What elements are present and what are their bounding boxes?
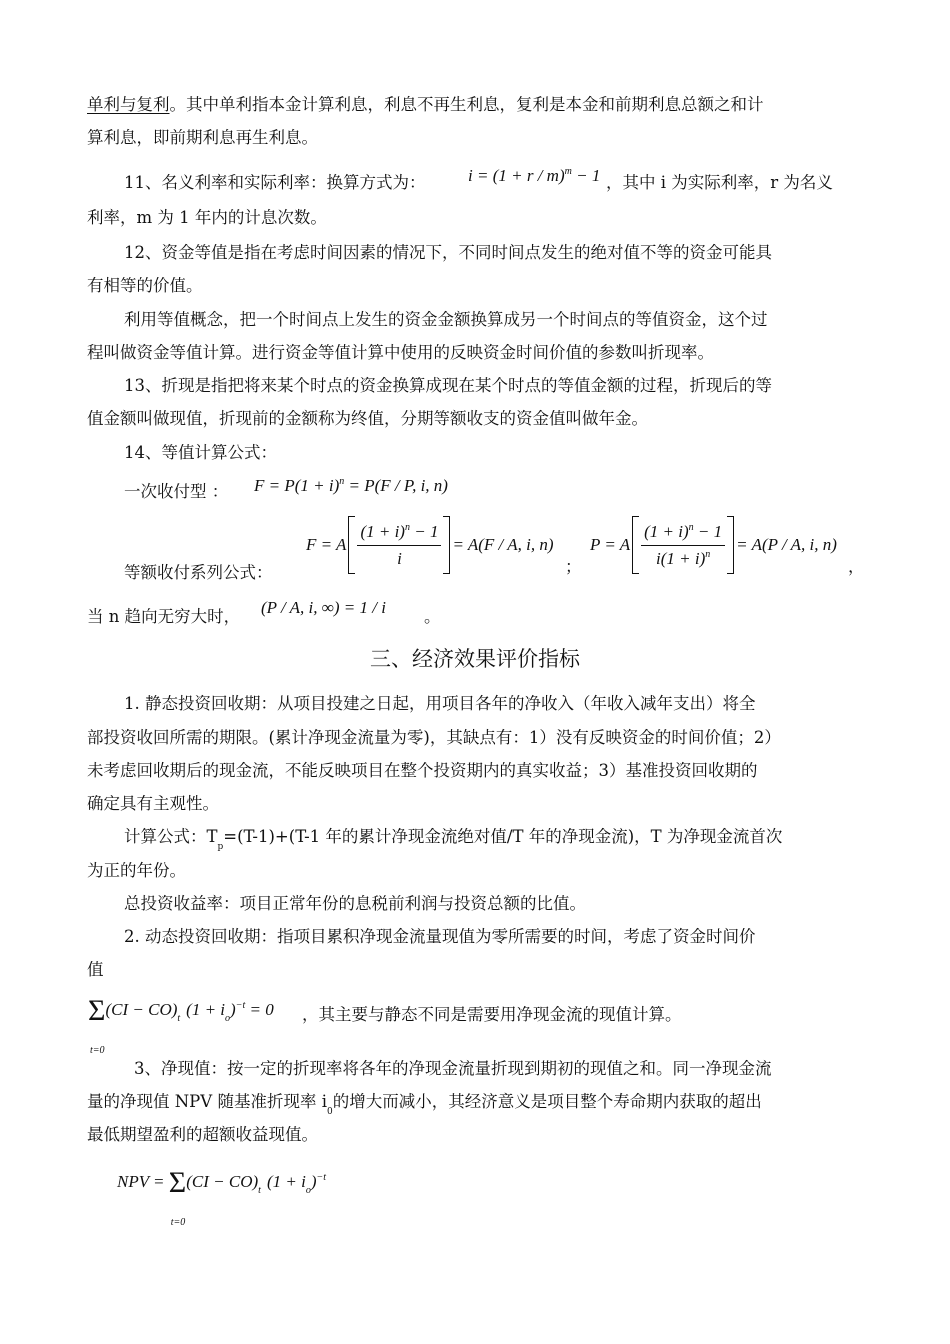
left-bracket (348, 516, 355, 574)
sigma-symbol (88, 994, 106, 1056)
formula-part: ) (230, 999, 236, 1019)
text-span: =(T-1)+(T-1 年的累计净现金流绝对值/T 年的净现金流)，T 为净现金流首次 (223, 827, 783, 846)
section-heading: 三、经济效果评价指标 (370, 647, 580, 671)
text-line: 确定具有主观性。 (87, 794, 219, 813)
formula-part: NPV = (117, 1171, 169, 1191)
text-line: 利率，m 为 1 年内的计息次数。 (87, 208, 327, 227)
text-line: 13、折现是指把将来某个时点的资金换算成现在某个时点的等值金额的过程，折现后的等 (124, 376, 772, 395)
formula-part: = P(F / P, i, n) (344, 476, 448, 495)
text-span: 计算公式：T (124, 827, 218, 846)
formula-part: (1 + i (266, 1171, 306, 1191)
left-bracket (632, 516, 639, 574)
formula-exponent: n (688, 521, 694, 533)
sigma-glyph: Σ (168, 1166, 187, 1199)
formula-subscript: o (305, 1184, 311, 1196)
formula-part: P = A (590, 535, 631, 554)
formula-part: i = (1 + r / m) (468, 166, 565, 185)
formula-part: (1 + i) (360, 521, 405, 541)
text-line: 未考虑回收期后的现金流，不能反映项目在整个投资期内的真实收益；3）基准投资回收期的 (87, 761, 758, 780)
formula-exponent: n (705, 548, 711, 560)
text-line: 等额收付系列公式： (124, 563, 273, 582)
formula-part: i(1 + i) (656, 548, 706, 568)
text-line (124, 826, 782, 858)
sigma-glyph: Σ (88, 994, 106, 1027)
text-line: 算利息，即前期利息再生利息。 (87, 128, 318, 147)
fraction (641, 522, 725, 569)
text-span: 11、名义利率和实际利率：换算方式为： (124, 173, 426, 192)
text-line: 最低期望盈利的超额收益现值。 (87, 1125, 318, 1144)
subscript: 0 (326, 1107, 333, 1117)
text-line: ，其中 i 为实际利率，r 为名义 (606, 173, 833, 192)
formula-part: (CI − CO) (105, 999, 178, 1019)
sum-lower-limit: t=0 (170, 1217, 186, 1228)
limit-formula: (P / A, i, ∞) = 1 / i (261, 598, 386, 617)
text-line: 1. 静态投资回收期：从项目投建之日起，用项目各年的净收入（年收入减年支出）将全 (124, 694, 756, 713)
formula-part: (1 + i) (644, 521, 689, 541)
text-line: 为正的年份。 (87, 861, 186, 880)
text-line (124, 172, 426, 194)
text-span: 的增大而减小，其经济意义是项目整个寿命期内获取的超出 (332, 1092, 762, 1111)
text-line: 部投资收回所需的期限。(累计净现金流量为零)，其缺点有：1）没有反映资金的时间价值；2） (87, 728, 781, 747)
formula-exponent: −t (316, 1171, 327, 1183)
formula-part: − 1 (409, 521, 439, 541)
formula-exponent: m (564, 166, 572, 177)
formula-exponent: n (339, 476, 345, 487)
formula-part: (CI − CO) (186, 1171, 259, 1191)
formula-part: = A(P / A, i, n) (736, 535, 837, 554)
formula-subscript: t (258, 1184, 261, 1196)
text-line: 3、净现值：按一定的折现率将各年的净现金流量折现到期初的现值之和。同一净现金流 (134, 1059, 772, 1078)
annuity-future-formula (306, 516, 553, 574)
text-line: 一次收付型 ： (124, 482, 229, 501)
formula-part: F = P(1 + i) (254, 476, 340, 495)
formula-part: ) (310, 1171, 317, 1191)
right-bracket (443, 516, 450, 574)
effective-rate-formula (468, 166, 600, 186)
text-line: 总投资收益率：项目正常年份的息税前利润与投资总额的比值。 (124, 894, 586, 913)
text-line (87, 94, 764, 116)
formula-exponent: −t (235, 999, 246, 1011)
text-line: 有相等的价值。 (87, 276, 203, 295)
formula-part: − 1 (693, 521, 723, 541)
formula-subscript: t (177, 1012, 181, 1024)
formula-part: − 1 (571, 166, 601, 185)
formula-subscript: o (225, 1012, 231, 1024)
formula-part: (1 + i (186, 999, 226, 1019)
underlined-term: 单利与复利 (87, 95, 170, 114)
text-line: 值 (87, 960, 104, 979)
text-line: 值金额叫做现值，折现前的金额称为终值，分期等额收支的资金值叫做年金。 (87, 409, 648, 428)
text-line: 。 (424, 607, 441, 626)
subscript: p (217, 842, 224, 852)
text-line: 14、等值计算公式： (124, 443, 277, 462)
text-line (87, 1091, 762, 1123)
text-span: 。其中单利指本金计算利息，利息不再生利息，复利是本金和前期利息总额之和计 (169, 95, 764, 114)
npv-formula (117, 1166, 327, 1228)
right-bracket (727, 516, 734, 574)
text-line: 利用等值概念，把一个时间点上发生的资金金额换算成另一个时间点的等值资金，这个过 (124, 310, 768, 329)
text-line: ； (565, 557, 582, 576)
single-payment-formula (254, 476, 448, 496)
text-line: ， (848, 557, 865, 576)
text-span: 量的净现值 NPV 随基准折现率 i (87, 1092, 327, 1111)
annuity-present-formula (590, 516, 837, 574)
text-line: ，其主要与静态不同是需要用净现金流的现值计算。 (302, 1005, 682, 1024)
formula-part: = 0 (245, 999, 274, 1019)
text-line: 程叫做资金等值计算。进行资金等值计算中使用的反映资金时间价值的参数叫折现率。 (87, 343, 714, 362)
formula-exponent: n (404, 521, 410, 533)
text-line: 12、资金等值是指在考虑时间因素的情况下，不同时间点发生的绝对值不等的资金可能具 (124, 243, 772, 262)
sigma-symbol (168, 1166, 187, 1228)
text-line: 当 n 趋向无穷大时， (87, 607, 241, 626)
sum-lower-limit: t=0 (90, 1045, 105, 1056)
formula-part: F = A (306, 535, 347, 554)
formula-part: = A(F / A, i, n) (452, 535, 554, 554)
fraction (357, 522, 441, 569)
text-line: 2. 动态投资回收期：指项目累积净现金流量现值为零所需要的时间，考虑了资金时间价 (124, 927, 756, 946)
formula-part: i (397, 548, 402, 568)
dynamic-payback-formula (88, 994, 274, 1056)
